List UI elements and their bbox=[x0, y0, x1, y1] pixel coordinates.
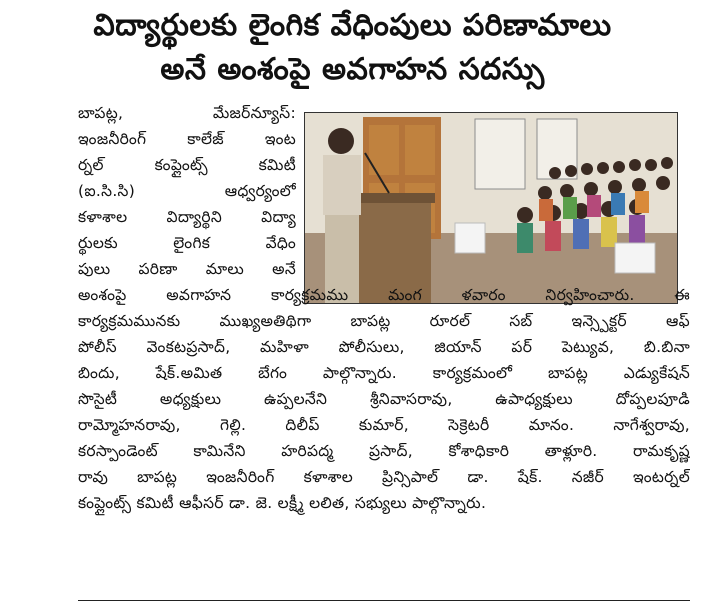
headline-line-1: విద్యార్థులకు లైంగిక వేధింపులు పరిణామాలు bbox=[93, 8, 612, 43]
article-line: కార్యక్రమమునకు ముఖ్యఅతిథిగా బాపట్ల రూరల్ సబ్ ఇన్స్పెక్టర్ ఆఫ్ bbox=[78, 312, 690, 330]
article-line: ఇంజనీరింగ్ కాలేజ్ ఇంట bbox=[78, 130, 296, 148]
article-line: రామ్మోహనరావు, గెల్లి. దిలీప్ కుమార్, సెక్రెటరీ మానం. నాగేశ్వరావు, bbox=[78, 416, 690, 434]
article-line: అంశంపై అవగాహన కార్యక్రమము మంగ ళవారం నిర్వహించారు. ఈ bbox=[78, 286, 690, 304]
article-line: కంప్లైంట్స్ కమిటీ ఆఫీసర్ డా. జె. లక్ష్మీ లలిత, సభ్యులు పాల్గొన్నారు. bbox=[78, 494, 487, 512]
article-line: పులు పరిణా మాలు అనే bbox=[78, 260, 296, 278]
article-line: ర్థులకు లైంగిక వేధిం bbox=[78, 234, 296, 252]
article-line: (ఐ.సి.సి) ఆధ్వర్యంలో bbox=[78, 182, 296, 200]
article-body bbox=[78, 100, 690, 516]
bottom-divider bbox=[78, 600, 690, 601]
article-line: కరస్పాండెంట్ కామినేని హరిపద్మ ప్రసాద్, కోశాధికారి తాళ్లూరి. రామకృష్ణ bbox=[78, 442, 690, 460]
article-line: రావు బాపట్ల ఇంజనీరింగ్ కళాశాల ప్రిన్సిపాల్ డా. షేక్. నజీర్ ఇంటర్నల్ bbox=[78, 468, 690, 486]
article-line: ర్నల్ కంప్లైంట్స్ కమిటీ bbox=[78, 156, 296, 174]
article-line: కళాశాల విద్యార్థిని విద్యా bbox=[78, 208, 296, 226]
article-line: పోలీస్ వెంకటప్రసాద్, మహిళా పోలీసులు, జియాన్ పర్ పెట్యువ, బి.బినా bbox=[78, 338, 690, 356]
headline-line-2: అనే అంశంపై అవగాహన సదస్సు bbox=[160, 52, 545, 87]
article-line: బాపట్ల, మేజర్‌న్యూస్: bbox=[78, 104, 296, 122]
article-line: బిందు, షేక్.అమిత బేగం పాల్గొన్నారు. కార్యక్రమంలో బాపట్ల ఎడ్యుకేషన్ bbox=[78, 364, 690, 382]
article-line: సొసైటీ అధ్యక్షులు ఉప్పలనేని శ్రీనివాసరావు, ఉపాధ్యక్షులు దోప్పలపూడి bbox=[78, 390, 690, 408]
headline bbox=[0, 4, 705, 92]
